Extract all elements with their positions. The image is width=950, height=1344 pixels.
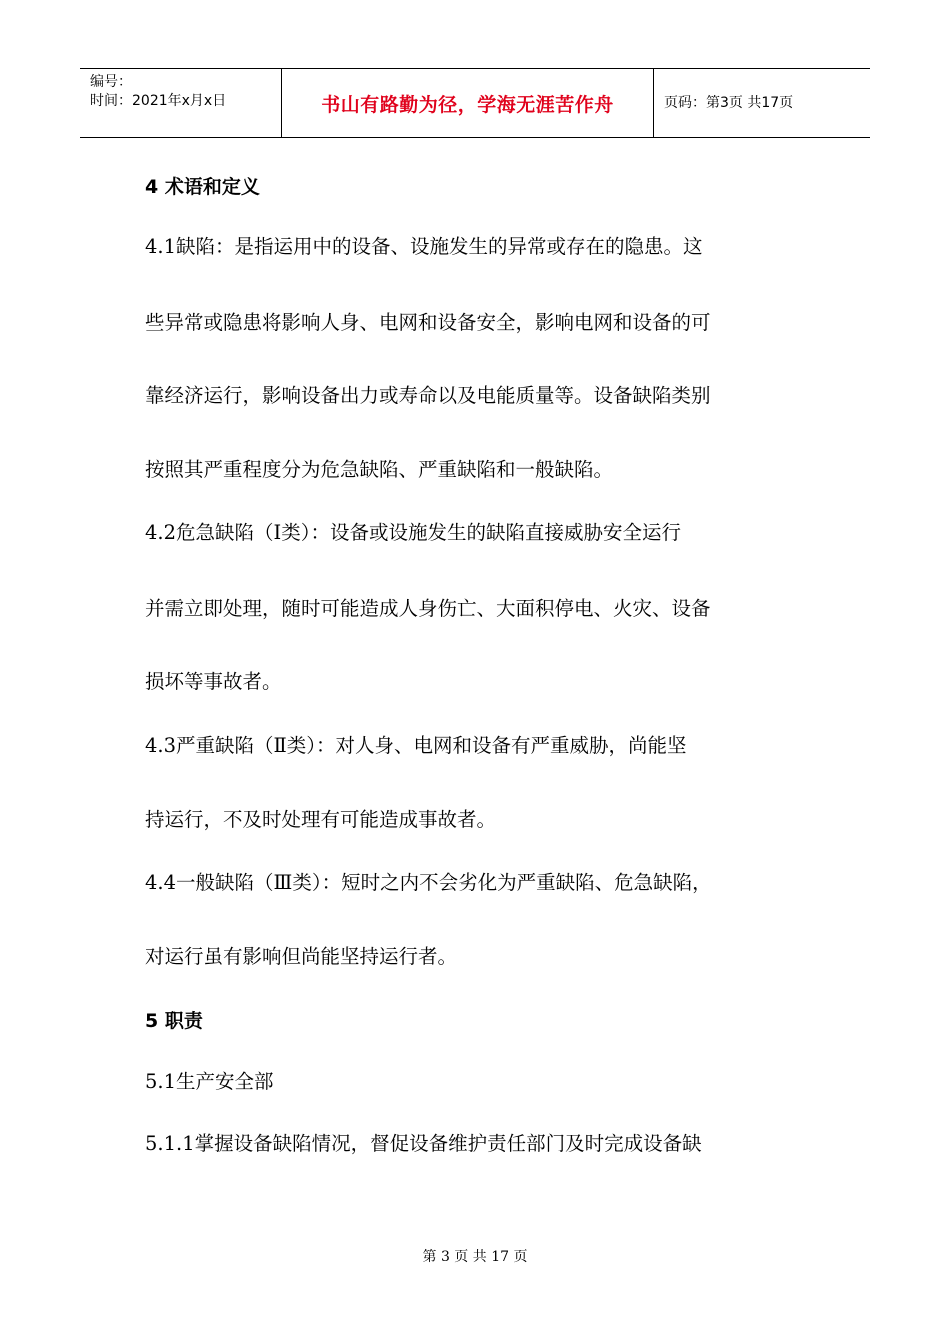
- header-motto-cell: [282, 69, 654, 137]
- paragraph-line: 4.2危急缺陷（Ⅰ类）：设备或设施发生的缺陷直接威胁安全运行: [145, 521, 681, 544]
- paragraph-line: 5.1.1掌握设备缺陷情况，督促设备维护责任部门及时完成设备缺: [145, 1132, 702, 1155]
- header-page-info: 页码：第3页 共17页: [664, 95, 794, 111]
- time-label: 时间：2021年x月x日: [90, 93, 227, 109]
- header-meta-cell: [80, 69, 282, 137]
- paragraph-line: 损坏等事故者。: [145, 670, 282, 693]
- paragraph-line: 4.1缺陷：是指运用中的设备、设施发生的异常或存在的隐患。这: [145, 235, 703, 258]
- paragraph-line: 4.4一般缺陷（Ⅲ类）：短时之内不会劣化为严重缺陷、危急缺陷，: [145, 871, 712, 894]
- paragraph-line: 按照其严重程度分为危急缺陷、严重缺陷和一般缺陷。: [145, 458, 614, 481]
- section-heading-terms: 4 术语和定义: [145, 176, 260, 198]
- document-header: [80, 68, 870, 138]
- paragraph-line: 对运行虽有影响但尚能坚持运行者。: [145, 945, 458, 968]
- page-footer: 第 3 页 共 17 页: [422, 1249, 528, 1265]
- paragraph-line: 5.1生产安全部: [145, 1070, 274, 1093]
- paragraph-line: 些异常或隐患将影响人身、电网和设备安全，影响电网和设备的可: [145, 311, 711, 334]
- paragraph-line: 持运行，不及时处理有可能造成事故者。: [145, 808, 497, 831]
- paragraph-line: 靠经济运行，影响设备出力或寿命以及电能质量等。设备缺陷类别: [145, 384, 711, 407]
- number-label: 编号：: [90, 74, 132, 90]
- paragraph-line: 4.3严重缺陷（Ⅱ类）：对人身、电网和设备有严重威胁，尚能坚: [145, 734, 687, 757]
- paragraph-line: 并需立即处理，随时可能造成人身伤亡、大面积停电、火灾、设备: [145, 597, 711, 620]
- motto: 书山有路勤为径，学海无涯苦作舟: [321, 94, 614, 116]
- section-heading-duties: 5 职责: [145, 1010, 203, 1032]
- header-page-cell: [654, 69, 870, 137]
